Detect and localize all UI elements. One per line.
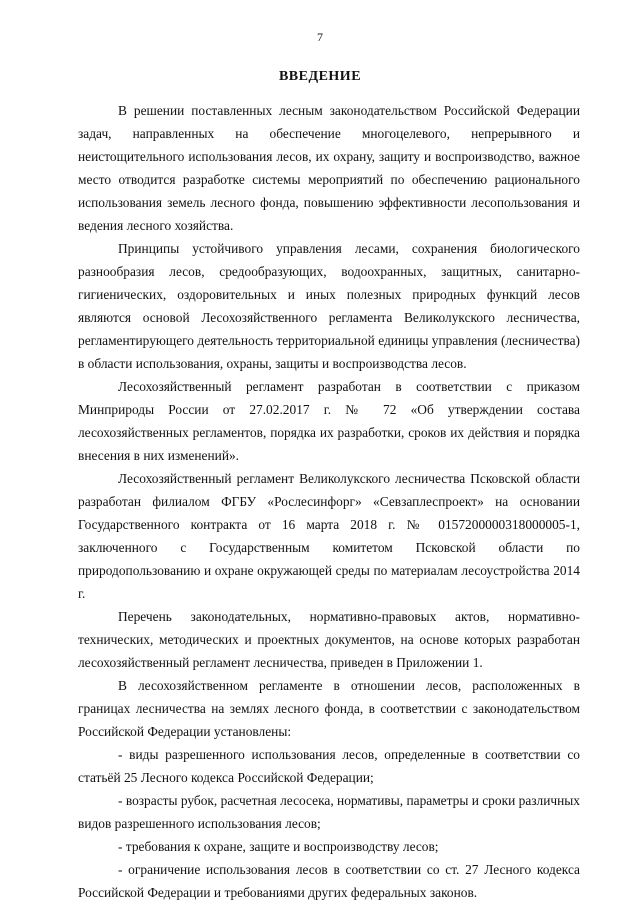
paragraph-established: В лесохозяйственном регламенте в отношении лесов, расположенных в границах лесничества на землях лесного фонда, в соответствии с законодательством Российской Федерации установлены:: [78, 678, 580, 739]
paragraph-intro: В решении поставленных лесным законодательством Российской Федерации задач, направленных на обеспечение многоцелевого, непрерывного и неистощительного использования лесов, их охрану, защиту и воспроизводство, важное место отводится разработке системы мероприятий по обеспечению рационального использования земель лесного фонда, повышению эффективности лесопользования и ведения лесного хозяйства.: [78, 103, 580, 233]
document-body: [78, 99, 580, 904]
list-item: - виды разрешенного использования лесов, определенные в соответствии со статьёй 25 Лесного кодекса Российской Федерации;: [78, 747, 580, 785]
paragraph-developer: Лесохозяйственный регламент Великолукского лесничества Псковской области разработан филиалом ФГБУ «Рослесинфорг» «Севзаплеспроект» на основании Государственного контракта от 16 марта 2018 г. № 0157200000318000005-1, заключенного с Государственным комитетом Псковской области по природопользованию и охране окружающей среды по материалам лесоустройства 2014 г.: [78, 471, 580, 601]
paragraph-order: Лесохозяйственный регламент разработан в соответствии с приказом Минприроды России от 27.02.2017 г. № 72 «Об утверждении состава лесохозяйственных регламентов, порядка их разработки, сроков их действия и порядка внесения в них изменений».: [78, 379, 580, 463]
paragraph-appendix: Перечень законодательных, нормативно-правовых актов, нормативно-технических, методических и проектных документов, на основе которых разработан лесохозяйственный регламент лесничества, приведен в Приложении 1.: [78, 609, 580, 670]
list-item: - требования к охране, защите и воспроизводству лесов;: [118, 839, 439, 854]
page-number: 7: [317, 30, 323, 44]
section-heading: ВВЕДЕНИЕ: [278, 69, 362, 84]
paragraph-principles: Принципы устойчивого управления лесами, сохранения биологического разнообразия лесов, средообразующих, водоохранных, защитных, санитарно-гигиенических, оздоровительных и иных полезных природных функций лесов являются основой Лесохозяйственного регламента Великолукского лесничества, регламентирующего деятельность территориальной единицы управления (лесничества) в области использования, охраны, защиты и воспроизводства лесов.: [78, 241, 580, 371]
list-item: - возрасты рубок, расчетная лесосека, нормативы, параметры и сроки различных видов разрешенного использования лесов;: [78, 793, 580, 831]
list-item: - ограничение использования лесов в соответствии со ст. 27 Лесного кодекса Российской Федерации и требованиями других федеральных законов.: [78, 862, 580, 900]
